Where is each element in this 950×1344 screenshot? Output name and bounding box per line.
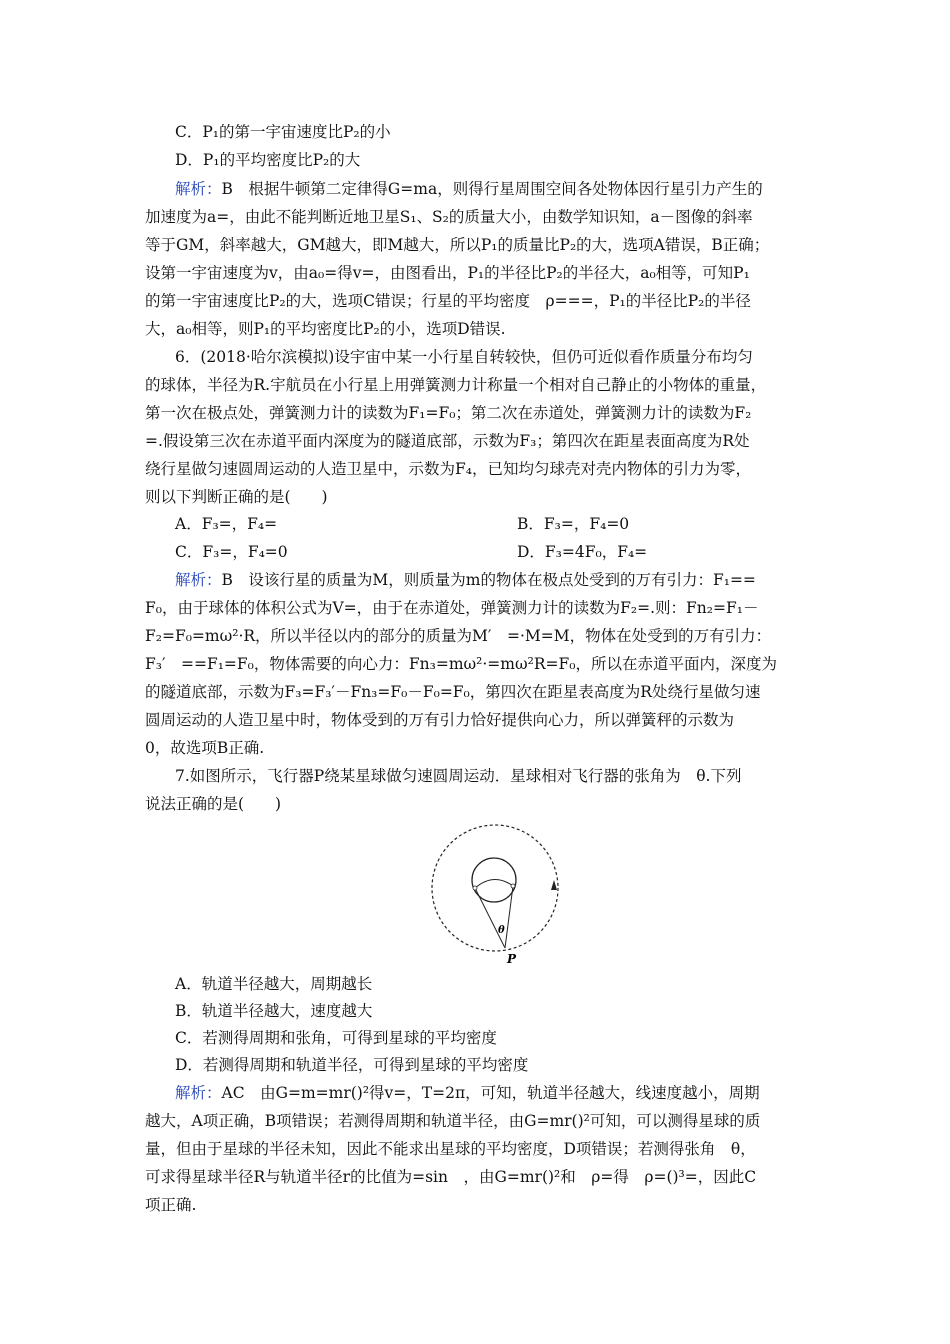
q7-option-a: A．轨道半径越大，周期越长 [175, 975, 373, 993]
direction-arrow-icon [551, 880, 557, 890]
q6-stem-line-3: 第一次在极点处，弹簧测力计的读数为F₁=F₀；第二次在赤道处，弹簧测力计的读数为F₂ [145, 404, 752, 422]
q5-analysis-line-2: 加速度为a=，由此不能判断近地卫星S₁、S₂的质量大小，由数学知识知，a－图像的斜率 [145, 208, 753, 226]
orbit-figure [425, 820, 565, 970]
q5-analysis-line-5: 的第一宇宙速度比P₂的大，选项C错误；行星的平均密度 ρ===，P₁的半径比P₂的半径 [145, 292, 751, 310]
q7-option-c: C．若测得周期和张角，可得到星球的平均密度 [175, 1029, 497, 1047]
point-p-label: P [507, 952, 517, 966]
q5-analysis-line-1: 解析：B 根据牛顿第二定律得G=ma，则得行星周围空间各处物体因行星引力产生的 [175, 180, 763, 198]
q6-analysis-line-1: 解析：B 设该行星的质量为M，则质量为m的物体在极点处受到的万有引力：F₁== [175, 571, 756, 589]
q5-analysis-line-3: 等于GM，斜率越大，GM越大，即M越大，所以P₁的质量比P₂的大，选项A错误，B正确； [145, 236, 770, 254]
q6-stem-line-6: 则以下判断正确的是( ) [145, 488, 328, 506]
q5-option-c: C．P₁的第一宇宙速度比P₂的小 [175, 123, 391, 141]
tangent-line-left [475, 888, 505, 948]
tangent-point-left [473, 886, 477, 890]
q6-analysis-line-5: 的隧道底部，示数为F₃=F₃′－Fn₃=F₀－F₀=F₀，第四次在距星表高度为R处绕行星做匀速 [145, 683, 761, 701]
q6-option-c: C．F₃=，F₄=0 [175, 543, 288, 561]
q7-analysis-label: 解析： [175, 1084, 222, 1102]
q5-analysis-line-6: 大，a₀相等，则P₁的平均密度比P₂的小，选项D错误. [145, 320, 506, 338]
q6-analysis-line-4: F₃′ ==F₁=F₀，物体需要的向心力：Fn₃=mω²·=mω²R=F₀，所以在赤道平面内，深度为 [145, 655, 777, 673]
q7-stem-line-1: 7.如图所示，飞行器P绕某星球做匀速圆周运动．星球相对飞行器的张角为 θ.下列 [175, 767, 742, 785]
q7-option-d: D．若测得周期和轨道半径，可得到星球的平均密度 [175, 1056, 529, 1074]
q6-stem-line-5: 绕行星做匀速圆周运动的人造卫星中，示数为F₄，已知均匀球壳对壳内物体的引力为零， [145, 460, 751, 478]
q7-analysis-line-3: 量，但由于星球的半径未知，因此不能求出星球的平均密度，D项错误；若测得张角 θ， [145, 1140, 756, 1158]
q7-analysis-line-5: 项正确. [145, 1196, 197, 1214]
tangent-point-right [511, 884, 515, 888]
q6-analysis-line-7: 0，故选项B正确. [145, 739, 265, 757]
q6-analysis-line-6: 圆周运动的人造卫星中时，物体受到的万有引力恰好提供向心力，所以弹簧秤的示数为 [145, 711, 735, 729]
q7-analysis-line-2: 越大，A项正确，B项错误；若测得周期和轨道半径，由G=mr()²可知，可以测得星球的质 [145, 1112, 761, 1130]
q6-option-a: A．F₃=，F₄= [175, 515, 278, 533]
q6-stem-line-1: 6．(2018·哈尔滨模拟)设宇宙中某一小行星自转较快，但仍可近似看作质量分布均匀 [175, 348, 753, 366]
orbit-circle [432, 825, 558, 951]
q6-option-b: B．F₃=，F₄=0 [517, 515, 630, 533]
q7-stem-line-2: 说法正确的是( ) [145, 795, 282, 813]
q6-analysis-line-2: F₀，由于球体的体积公式为V=，由于在赤道处，弹簧测力计的读数为F₂=.则：Fn₂=F₁－ [145, 599, 759, 617]
theta-label: θ [498, 925, 505, 936]
planet-equator-curve [475, 879, 513, 888]
q6-stem-line-2: 的球体，半径为R.宇航员在小行星上用弹簧测力计称量一个相对自己静止的小物体的重量， [145, 376, 767, 394]
q6-analysis-line-3: F₂=F₀=mω²·R，所以半径以内的部分的质量为M′ =·M=M，物体在处受到的万有引力： [145, 627, 772, 645]
q7-option-b: B．轨道半径越大，速度越大 [175, 1002, 373, 1020]
q6-option-d: D．F₃=4F₀，F₄= [517, 543, 648, 561]
q5-option-d: D．P₁的平均密度比P₂的大 [175, 151, 361, 169]
q6-analysis-label: 解析： [175, 571, 222, 589]
q5-analysis-line-4: 设第一宇宙速度为v，由a₀=得v=，由图看出，P₁的半径比P₂的半径大，a₀相等，可知P₁ [145, 264, 750, 282]
q7-analysis-line-4: 可求得星球半径R与轨道半径r的比值为=sin ，由G=mr()²和 ρ=得 ρ=()³=，因此C [145, 1168, 757, 1186]
q6-stem-line-4: =.假设第三次在赤道平面内深度为的隧道底部，示数为F₃；第四次在距星表面高度为R处 [145, 432, 750, 450]
q5-analysis-label: 解析： [175, 180, 222, 198]
q7-analysis-line-1: 解析：AC 由G=m=mr()²得v=，T=2π，可知，轨道半径越大，线速度越小，周期 [175, 1084, 760, 1102]
